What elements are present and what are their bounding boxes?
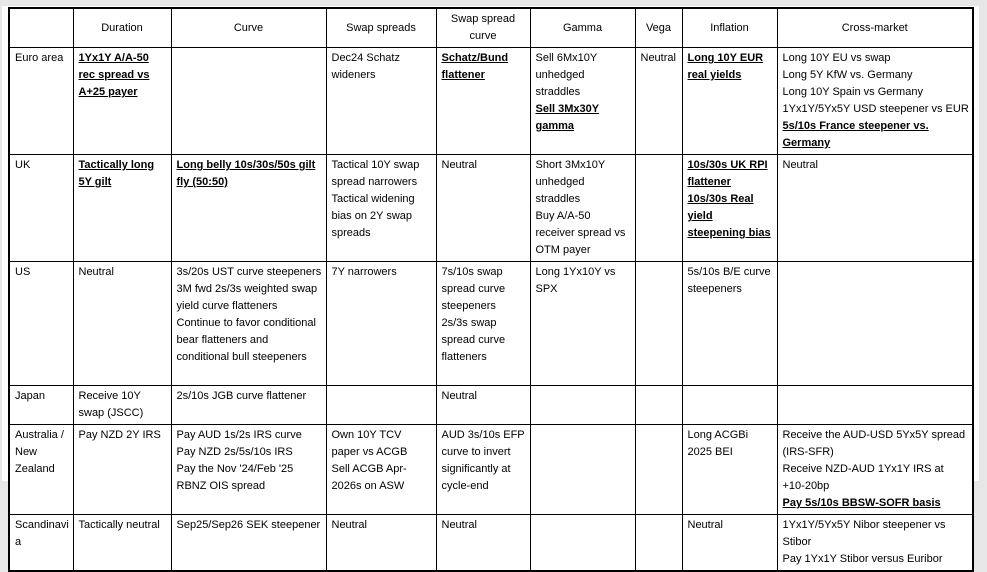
column-header: Gamma — [530, 8, 635, 48]
table-row — [9, 262, 973, 386]
recommendation-cell — [635, 48, 682, 155]
recommendation-cell — [635, 386, 682, 425]
trade-entry: Receive 10Y swap (JSCC) — [78, 390, 144, 419]
recommendation-cell — [530, 386, 635, 425]
recommendation-cell — [682, 48, 777, 155]
recommendation-cell — [436, 262, 530, 386]
region-cell: UK — [9, 155, 73, 262]
trade-entry: Long 10Y EU vs swap — [782, 52, 891, 64]
column-header: Curve — [171, 8, 326, 48]
recommendation-cell — [171, 155, 326, 262]
recommendation-cell — [777, 386, 973, 425]
recommendation-cell — [635, 155, 682, 262]
trade-entry: 7Y narrowers — [331, 266, 397, 278]
table-row — [9, 386, 973, 425]
recommendation-cell — [530, 48, 635, 155]
document-page — [2, 6, 979, 565]
recommendation-cell — [530, 515, 635, 572]
recommendation-cell — [635, 425, 682, 515]
trade-entry: Long 10Y Spain vs Germany — [782, 86, 923, 98]
recommendation-cell — [682, 155, 777, 262]
column-header: Cross-market — [777, 8, 973, 48]
trade-entry: Neutral — [441, 159, 477, 171]
trade-entry-emphasized: Schatz/Bund flattener — [441, 52, 509, 81]
region-cell: Euro area — [9, 48, 73, 155]
table-row — [9, 515, 973, 572]
trade-entry-emphasized: Sell 3Mx30Y gamma — [535, 103, 600, 132]
recommendation-cell — [436, 515, 530, 572]
trade-entry: Sep25/Sep26 SEK steepener — [176, 519, 321, 531]
recommendation-cell — [73, 425, 171, 515]
trade-entry: 7s/10s swap spread curve steepeners — [441, 266, 506, 312]
trade-entry: 5s/10s B/E curve steepeners — [687, 266, 771, 295]
trade-entry: Pay 1Yx1Y Stibor versus Euribor — [782, 553, 943, 565]
recommendation-cell — [73, 515, 171, 572]
trade-entry: Long ACGBi 2025 BEI — [687, 429, 749, 458]
recommendation-cell — [777, 155, 973, 262]
recommendation-cell — [530, 425, 635, 515]
trade-entry: Buy A/A-50 receiver spread vs OTM payer — [535, 210, 626, 256]
recommendation-cell — [682, 262, 777, 386]
trade-entry: Neutral — [640, 52, 676, 64]
recommendation-cell — [326, 262, 436, 386]
trade-entry-emphasized: Tactically long 5Y gilt — [78, 159, 155, 188]
recommendation-cell — [777, 262, 973, 386]
trade-entry: Neutral — [687, 519, 723, 531]
recommendation-cell — [635, 515, 682, 572]
trade-entry-emphasized: Pay 5s/10s BBSW-SOFR basis — [782, 497, 941, 509]
trade-entry: Long 5Y KfW vs. Germany — [782, 69, 913, 81]
trade-entry: Pay the Nov '24/Feb '25 RBNZ OIS spread — [176, 463, 294, 492]
recommendation-cell — [436, 48, 530, 155]
trade-entry: Tactical widening bias on 2Y swap spreads — [331, 193, 415, 239]
trade-entry: Receive the AUD-USD 5Yx5Y spread (IRS-SFR) — [782, 429, 966, 458]
column-header: Swap spread curve — [436, 8, 530, 48]
trade-entry-emphasized: 1Yx1Y A/A-50 rec spread vs A+25 payer — [78, 52, 150, 98]
trade-entry: Tactical 10Y swap spread narrowers — [331, 159, 420, 188]
trade-entry: Own 10Y TCV paper vs ACGB — [331, 429, 408, 458]
recommendation-cell — [171, 515, 326, 572]
recommendation-cell — [777, 48, 973, 155]
trade-recommendations-table — [8, 7, 974, 572]
region-cell: US — [9, 262, 73, 386]
table-row — [9, 155, 973, 262]
trade-entry: Sell 6Mx10Y unhedged straddles — [535, 52, 598, 98]
trade-entry: 2s/10s JGB curve flattener — [176, 390, 307, 402]
column-header: Swap spreads — [326, 8, 436, 48]
trade-entry: Short 3Mx10Y unhedged straddles — [535, 159, 606, 205]
recommendation-cell — [171, 425, 326, 515]
recommendation-cell — [436, 155, 530, 262]
column-header: Vega — [635, 8, 682, 48]
recommendation-cell — [530, 262, 635, 386]
trade-entry: Receive NZD-AUD 1Yx1Y IRS at +10-20bp — [782, 463, 944, 492]
recommendation-cell — [73, 155, 171, 262]
trade-entry: Continue to favor conditional bear flatteners and conditional bull steepeners — [176, 317, 316, 363]
recommendation-cell — [530, 155, 635, 262]
recommendation-cell — [73, 262, 171, 386]
header-row — [9, 8, 973, 48]
region-column-header — [9, 8, 73, 48]
trade-entry: Neutral — [78, 266, 114, 278]
region-cell: Scandinavia — [9, 515, 73, 572]
recommendation-cell — [777, 425, 973, 515]
recommendation-cell — [436, 386, 530, 425]
table-body — [9, 48, 973, 572]
region-cell: Japan — [9, 386, 73, 425]
trade-entry: Long 1Yx10Y vs SPX — [535, 266, 616, 295]
trade-entry: Pay NZD 2s/5s/10s IRS — [176, 446, 293, 458]
trade-entry-emphasized: 10s/30s Real yield steepening bias — [687, 193, 771, 239]
trade-entry-emphasized: 5s/10s France steepener vs. Germany — [782, 120, 929, 149]
trade-entry: 1Yx1Y/5Yx5Y Nibor steepener vs Stibor — [782, 519, 946, 548]
column-header: Inflation — [682, 8, 777, 48]
recommendation-cell — [171, 386, 326, 425]
trade-entry: Neutral — [331, 519, 367, 531]
trade-entry: Tactically neutral — [78, 519, 160, 531]
recommendation-cell — [73, 48, 171, 155]
trade-entry: Neutral — [441, 390, 477, 402]
recommendation-cell — [436, 425, 530, 515]
recommendation-cell — [171, 48, 326, 155]
trade-entry: 3s/20s UST curve steepeners — [176, 266, 322, 278]
trade-entry: AUD 3s/10s EFP curve to invert significantly at cycle-end — [441, 429, 525, 492]
recommendation-cell — [326, 155, 436, 262]
recommendation-cell — [171, 262, 326, 386]
trade-entry: 3M fwd 2s/3s weighted swap yield curve flatteners — [176, 283, 318, 312]
recommendation-cell — [326, 425, 436, 515]
trade-entry: Dec24 Schatz wideners — [331, 52, 400, 81]
trade-entry-emphasized: Long 10Y EUR real yields — [687, 52, 764, 81]
trade-entry-emphasized: Long belly 10s/30s/50s gilt fly (50:50) — [176, 159, 316, 188]
recommendation-cell — [326, 515, 436, 572]
recommendation-cell — [326, 386, 436, 425]
region-cell: Australia / New Zealand — [9, 425, 73, 515]
recommendation-cell — [682, 515, 777, 572]
recommendation-cell — [682, 425, 777, 515]
table-row — [9, 425, 973, 515]
trade-entry: Pay AUD 1s/2s IRS curve — [176, 429, 302, 441]
column-header: Duration — [73, 8, 171, 48]
trade-entry: Sell ACGB Apr-2026s on ASW — [331, 463, 407, 492]
trade-entry: Pay NZD 2Y IRS — [78, 429, 161, 441]
recommendation-cell — [682, 386, 777, 425]
trade-entry: Neutral — [782, 159, 818, 171]
trade-entry: 1Yx1Y/5Yx5Y USD steepener vs EUR — [782, 103, 969, 115]
recommendation-cell — [635, 262, 682, 386]
recommendation-cell — [326, 48, 436, 155]
trade-entry-emphasized: 10s/30s UK RPI flattener — [687, 159, 768, 188]
trade-entry: Neutral — [441, 519, 477, 531]
recommendation-cell — [777, 515, 973, 572]
table-row — [9, 48, 973, 155]
recommendation-cell — [73, 386, 171, 425]
trade-entry: 2s/3s swap spread curve flatteners — [441, 317, 506, 363]
